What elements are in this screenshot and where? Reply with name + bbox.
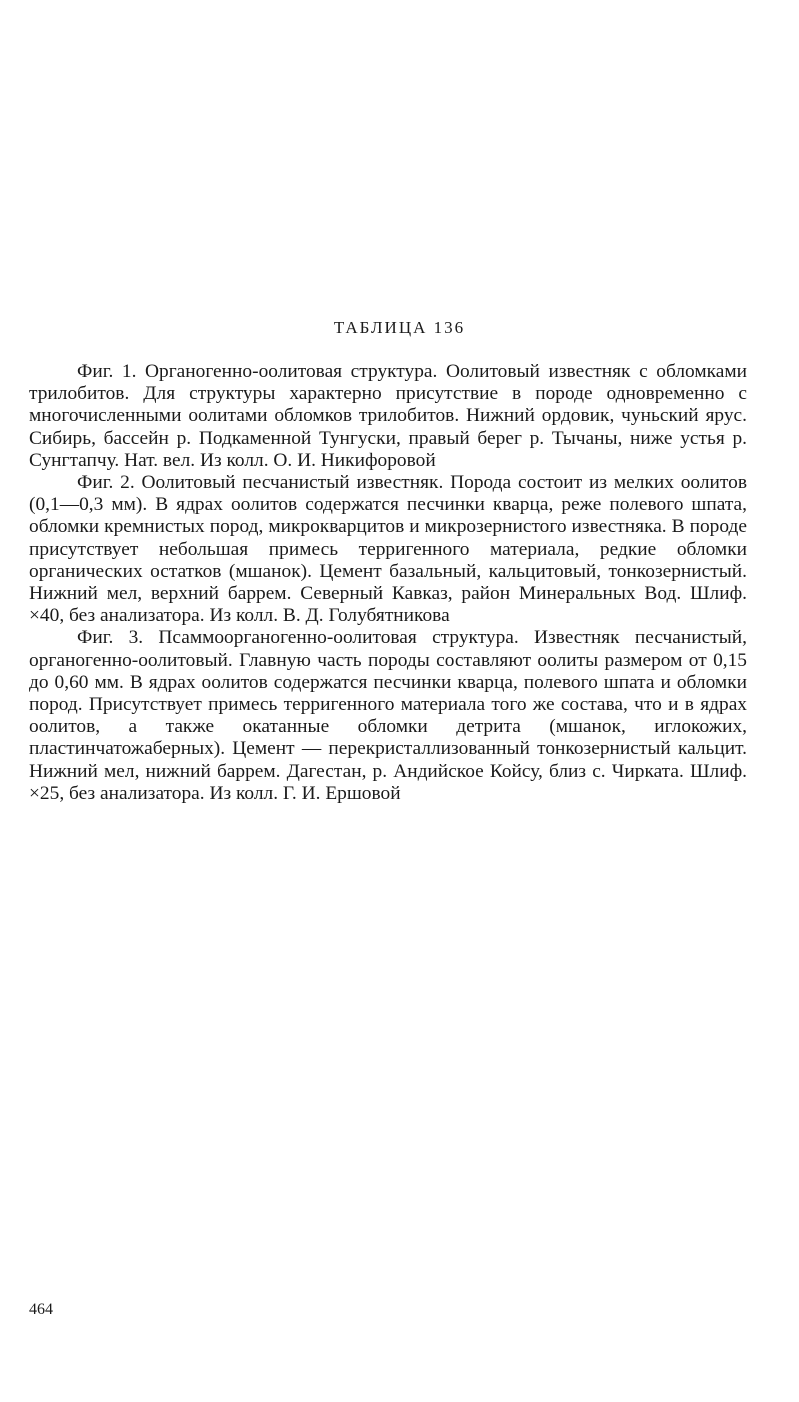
- caption-fig-2: Фиг. 2. Оолитовый песчанистый известняк. Порода состоит из мелких оолитов (0,1—0,3 мм). В ядрах оолитов содержатся песчинки кварца, реже полевого шпата, обломки кремнистых пород, микрокварцитов и микрозернистого известняка. В породе присутствует небольшая примесь терригенного материала, редкие обломки органических остатков (мшанок). Цемент базальный, кальцитовый, тонкозернистый. Нижний мел, верхний баррем. Северный Кавказ, район Минеральных Вод. Шлиф. ×40, без анализатора. Из колл. В. Д. Голубятникова: [29, 472, 747, 627]
- table-title: ТАБЛИЦА 136: [333, 318, 466, 337]
- caption-fig-3: Фиг. 3. Псаммоорганогенно-оолитовая структура. Известняк песчанистый, органогенно-оолитовый. Главную часть породы составляют оолиты размером от 0,15 до 0,60 мм. В ядрах оолитов содержатся песчинки кварца, полевого шпата и обломки пород. Присутствует примесь терригенного материала того же состава, что и в ядрах оолитов, а также окатанные обломки детрита (мшанок, иглокожих, пластинчатожаберных). Цемент — перекристаллизованный тонкозернистый кальцит. Нижний мел, нижний баррем. Дагестан, р. Андийское Койсу, близ с. Чирката. Шлиф. ×25, без анализатора. Из колл. Г. И. Ершовой: [29, 627, 747, 804]
- caption-fig-1: Фиг. 1. Органогенно-оолитовая структура. Оолитовый известняк с обломками трилобитов. Для структуры характерно присутствие в породе одновременно с многочисленными оолитами обломков трилобитов. Нижний ордовик, чуньский ярус. Сибирь, бассейн р. Подкаменной Тунгуски, правый берег р. Тычаны, ниже устья р. Сунгтапчу. Нат. вел. Из колл. О. И. Никифоровой: [29, 361, 747, 471]
- page-number: 464: [29, 1301, 53, 1318]
- captions-block: [29, 361, 747, 805]
